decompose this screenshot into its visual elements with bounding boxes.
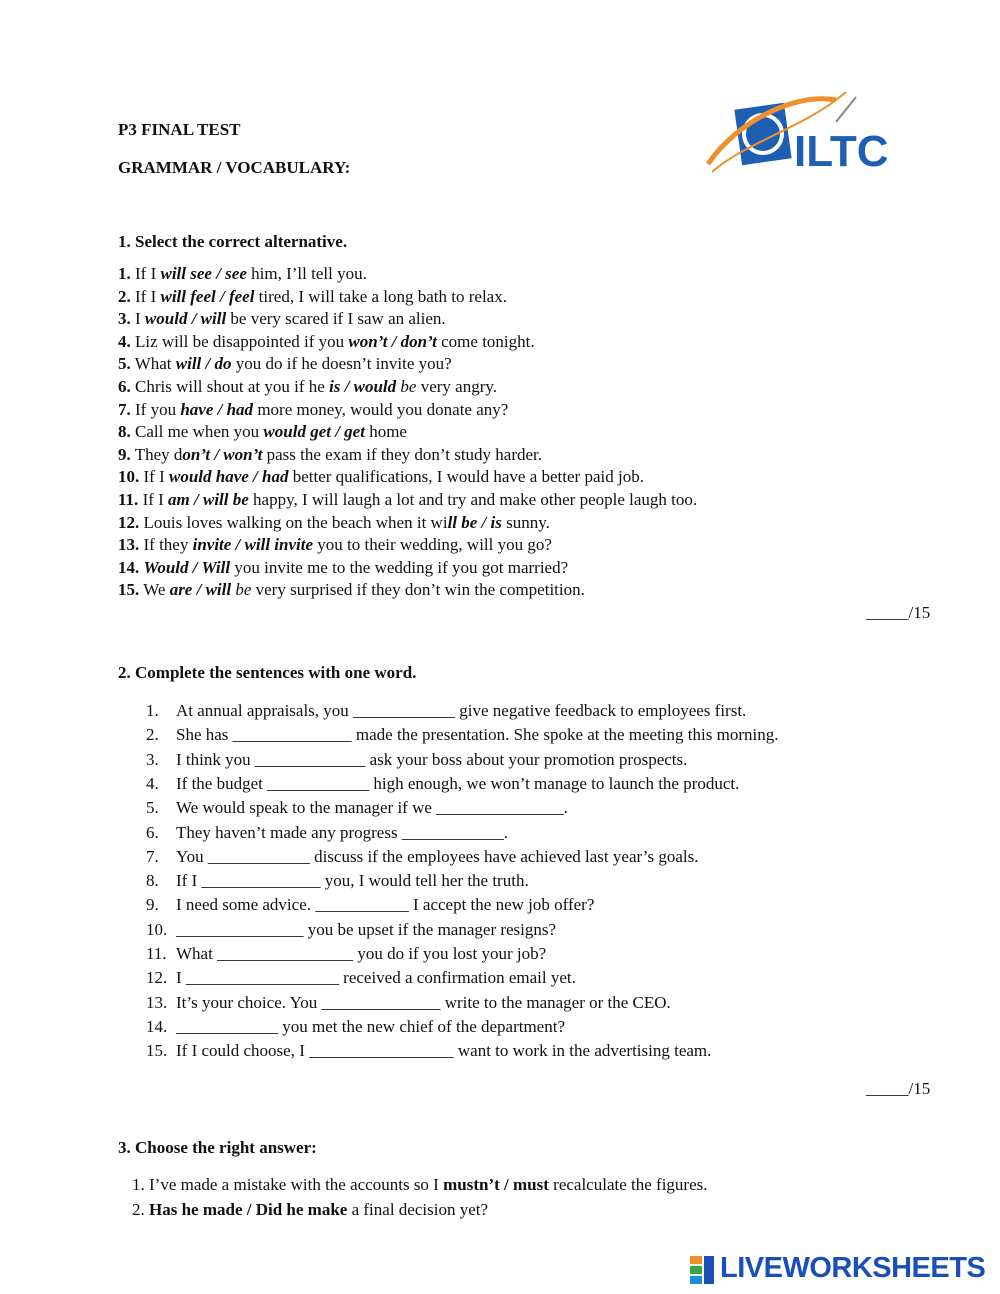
item-text[interactable]: If I could choose, I _________________ want to work in the advertising team. — [176, 1041, 712, 1061]
question-item — [118, 466, 644, 488]
section-1-score: _____/15 — [866, 603, 931, 622]
question-text: him, I’ll tell you. — [246, 264, 367, 283]
item-text[interactable]: _______________ you be upset if the manager resigns? — [176, 919, 557, 939]
question-number: 4. — [118, 331, 131, 351]
item-text[interactable]: At annual appraisals, you ____________ give negative feedback to employees first. — [176, 701, 747, 720]
fill-in-item[interactable] — [146, 797, 568, 819]
answer-options[interactable]: Has he made / Did he make — [149, 1199, 348, 1219]
item-number: 3. — [146, 749, 159, 769]
question-item — [118, 579, 585, 601]
question-item — [118, 399, 508, 421]
answer-options[interactable]: ll be / is — [447, 512, 502, 532]
question-text: be very scared if I saw an alien. — [226, 309, 446, 329]
answer-options[interactable]: will / do — [175, 354, 232, 374]
answer-options[interactable]: am / will be — [168, 490, 249, 509]
item-number: 1. — [146, 701, 159, 720]
question-text: you to their wedding, will you go? — [313, 535, 552, 555]
page-title: P3 FINAL TEST — [118, 120, 241, 139]
question-number: 9. — [118, 444, 131, 464]
question-text: They d — [130, 444, 183, 464]
fill-in-item[interactable] — [146, 846, 699, 868]
answer-options[interactable]: is / would — [329, 377, 397, 396]
question-text: more money, would you donate any? — [253, 399, 509, 419]
item-text[interactable]: I __________________ received a confirmation email yet. — [176, 968, 576, 988]
question-text: you do if he doesn’t invite you? — [231, 354, 452, 374]
question-text: very surprised if they don’t win the competition. — [251, 580, 585, 600]
question-number: 13. — [118, 535, 140, 555]
fill-in-item[interactable] — [146, 1040, 711, 1062]
question-text: come tonight. — [436, 331, 535, 351]
item-text[interactable]: ____________ you met the new chief of the department? — [176, 1016, 565, 1036]
item-text[interactable]: You ____________ discuss if the employees have achieved last year’s goals. — [176, 846, 699, 866]
answer-options[interactable]: on’t / won’t — [182, 444, 263, 464]
question-text: pass the exam if they don’t study harder. — [262, 444, 543, 464]
item-number: 2. — [146, 725, 159, 745]
item-text[interactable]: I think you _____________ ask your boss about your promotion prospects. — [176, 749, 688, 769]
liveworksheets-text: LIVEWORKSHEETS — [720, 1252, 986, 1284]
question-number: 3. — [118, 309, 131, 329]
liveworksheets-logo — [690, 1254, 990, 1286]
fill-in-item[interactable] — [146, 870, 529, 892]
item-text[interactable]: It’s your choice. You ______________ write to the manager or the CEO. — [176, 992, 671, 1012]
question-text: better qualifications, I would have a better paid job. — [288, 467, 644, 487]
question-text: home — [364, 422, 407, 442]
question-number: 5. — [118, 354, 131, 374]
fill-in-item[interactable] — [146, 749, 687, 771]
section-2-heading: 2. Complete the sentences with one word. — [118, 663, 417, 682]
question-text: be — [231, 580, 252, 600]
question-text: be — [396, 377, 417, 396]
item-number: 8. — [146, 871, 159, 891]
question-text: If I — [130, 264, 161, 283]
answer-options[interactable]: will see / see — [160, 264, 247, 283]
answer-options[interactable]: will feel / feel — [160, 286, 255, 306]
item-number: 9. — [146, 895, 159, 915]
question-text: If I — [130, 286, 161, 306]
question-text: 1. I’ve made a mistake with the accounts so I — [132, 1175, 444, 1194]
question-text: If you — [130, 399, 181, 419]
question-text: If I — [138, 490, 169, 509]
question-number: 2. — [118, 286, 131, 306]
answer-options[interactable]: would have / had — [168, 467, 289, 487]
question-text: recalculate the figures. — [548, 1175, 708, 1194]
answer-options[interactable]: would / will — [144, 309, 227, 329]
section-2-score: _____/15 — [866, 1079, 931, 1098]
question-item — [118, 557, 568, 579]
question-text: If they — [139, 535, 193, 555]
question-text: a final decision yet? — [347, 1199, 489, 1219]
fill-in-item[interactable] — [146, 724, 778, 746]
question-number: 15. — [118, 580, 140, 600]
question-item — [118, 489, 697, 511]
question-text: 2. — [132, 1199, 149, 1219]
liveworksheets-icon — [690, 1256, 716, 1286]
fill-in-item[interactable] — [146, 700, 746, 722]
fill-in-item[interactable] — [146, 894, 594, 916]
fill-in-item[interactable] — [146, 992, 671, 1014]
logo-text: ILTC — [794, 127, 889, 176]
question-item — [118, 444, 542, 466]
question-text: We — [139, 580, 170, 600]
item-number: 11. — [146, 944, 167, 963]
question-text: tired, I will take a long bath to relax. — [254, 286, 507, 306]
item-number: 6. — [146, 822, 159, 842]
choice-item — [132, 1174, 707, 1196]
item-number: 13. — [146, 992, 168, 1012]
iltc-logo — [706, 92, 896, 182]
question-text: you invite me to the wedding if you got married? — [230, 557, 569, 577]
question-item — [118, 376, 497, 398]
item-text[interactable]: What ________________ you do if you lost your job? — [176, 944, 547, 963]
question-text: Louis loves walking on the beach when it wi — [139, 512, 448, 532]
question-text: sunny. — [501, 512, 550, 532]
question-text: I — [130, 309, 145, 329]
item-text[interactable]: We would speak to the manager if we _______________. — [176, 798, 568, 818]
fill-in-item[interactable] — [146, 919, 556, 941]
question-number: 6. — [118, 377, 131, 396]
question-item — [118, 512, 550, 534]
question-item — [118, 308, 446, 330]
question-number: 12. — [118, 512, 140, 532]
item-text[interactable]: If the budget ____________ high enough, we won’t manage to launch the product. — [176, 773, 740, 793]
item-number: 15. — [146, 1041, 168, 1061]
item-number: 14. — [146, 1016, 168, 1036]
item-number: 12. — [146, 968, 168, 988]
question-item — [118, 331, 535, 353]
item-number: 5. — [146, 798, 159, 818]
item-text[interactable]: If I ______________ you, I would tell her the truth. — [176, 871, 529, 891]
question-item — [118, 421, 407, 443]
item-text[interactable]: She has ______________ made the presentation. She spoke at the meeting this morning. — [176, 725, 779, 745]
fill-in-item[interactable] — [146, 1016, 565, 1038]
section-3-heading: 3. Choose the right answer: — [118, 1138, 317, 1157]
question-item — [118, 286, 507, 308]
question-number: 8. — [118, 422, 131, 442]
fill-in-item[interactable] — [146, 773, 739, 795]
question-item — [118, 353, 452, 375]
page-subtitle: GRAMMAR / VOCABULARY: — [118, 158, 351, 177]
question-text: If I — [139, 467, 169, 487]
fill-in-item[interactable] — [146, 967, 576, 989]
fill-in-item[interactable] — [146, 822, 508, 844]
question-text: Call me when you — [130, 422, 264, 442]
item-number: 10. — [146, 919, 168, 939]
answer-options[interactable]: have / had — [180, 399, 254, 419]
answer-options[interactable]: are / will — [169, 580, 232, 600]
section-1-heading: 1. Select the correct alternative. — [118, 232, 348, 251]
item-number: 4. — [146, 773, 159, 793]
fill-in-item[interactable] — [146, 943, 546, 965]
question-item — [118, 534, 552, 556]
choice-item — [132, 1199, 488, 1221]
item-text[interactable]: I need some advice. ___________ I accept the new job offer? — [176, 895, 595, 915]
item-number: 7. — [146, 846, 159, 866]
answer-options[interactable]: invite / will invite — [192, 535, 314, 555]
item-text[interactable]: They haven’t made any progress ____________. — [176, 822, 509, 842]
question-item — [118, 263, 367, 285]
question-text: Chris will shout at you if he — [130, 377, 330, 396]
question-text: very angry. — [416, 377, 498, 396]
answer-options[interactable]: won’t / don’t — [348, 331, 437, 351]
question-number: 11. — [118, 490, 139, 509]
answer-options[interactable]: would get / get — [263, 422, 365, 442]
question-text: What — [130, 354, 176, 374]
question-number: 14. — [118, 557, 140, 577]
question-number: 10. — [118, 467, 140, 487]
question-text: Liz will be disappointed if you — [130, 331, 349, 351]
question-number: 7. — [118, 399, 131, 419]
answer-options[interactable]: mustn’t / must — [443, 1175, 549, 1194]
question-number: 1. — [118, 264, 131, 283]
answer-options[interactable]: Would / Will — [143, 557, 231, 577]
question-text: happy, I will laugh a lot and try and make other people laugh too. — [248, 490, 698, 509]
